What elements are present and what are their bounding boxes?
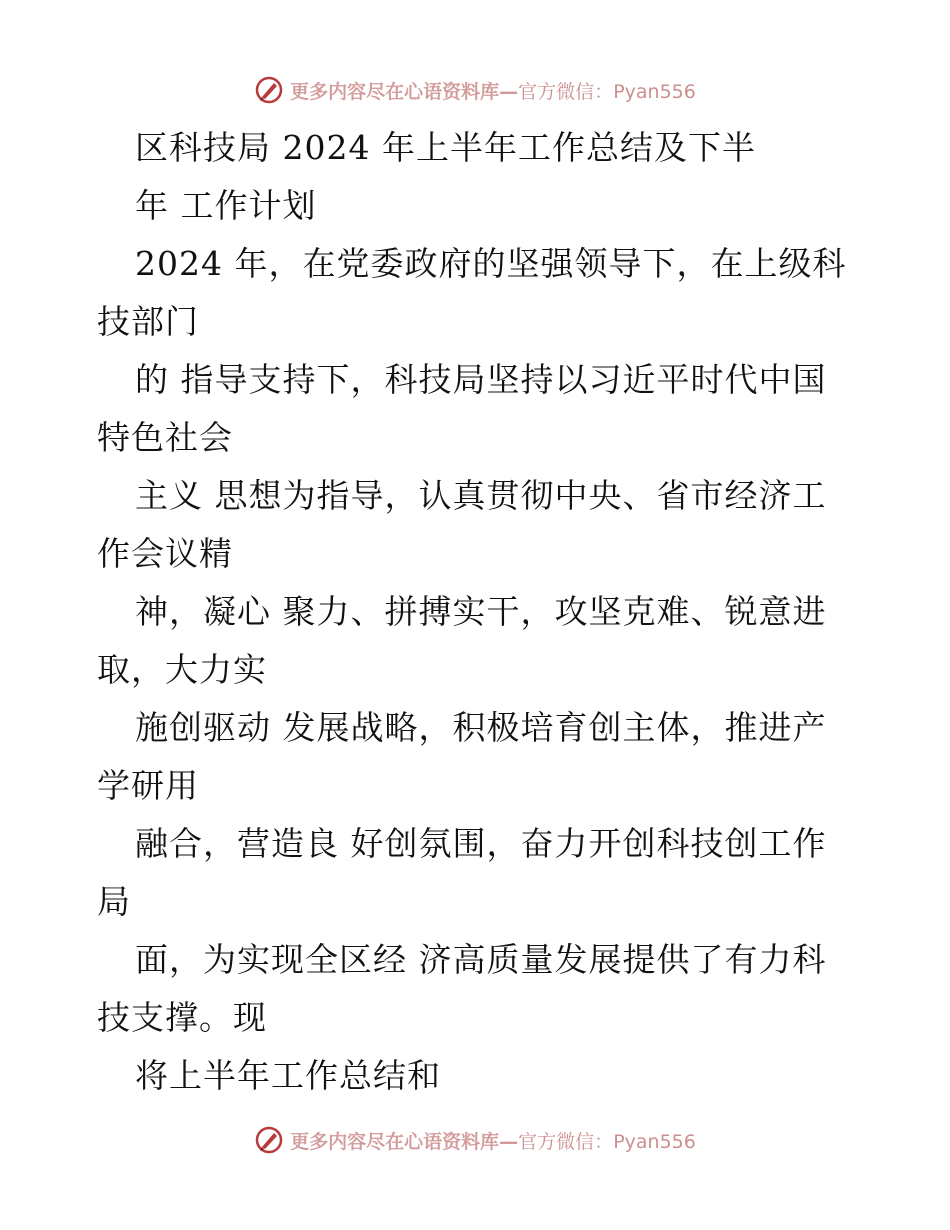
banner-wechat-id: Pyan556 bbox=[613, 1130, 696, 1153]
pen-logo-icon bbox=[254, 1125, 284, 1155]
paragraph-line: 取，大力实 bbox=[97, 650, 267, 689]
banner-dash: — bbox=[499, 1130, 519, 1153]
banner-site-text: 更多内容尽在心语资料库 bbox=[290, 1130, 500, 1153]
paragraph-line: 主义 思想为指导，认真贯彻中央、省市经济工 bbox=[135, 476, 827, 515]
document-title-line-1: 区科技局 2024 年上半年工作总结及下半 bbox=[135, 128, 756, 167]
paragraph-line: 面，为实现全区经 济高质量发展提供了有力科 bbox=[135, 940, 827, 979]
banner-text bbox=[290, 77, 696, 104]
paragraph-line: 作会议精 bbox=[97, 534, 233, 573]
header-banner bbox=[0, 70, 950, 110]
pen-logo-icon bbox=[254, 75, 284, 105]
paragraph-line: 融合，营造良 好创氛围，奋力开创科技创工作 bbox=[135, 824, 827, 863]
banner-dash: — bbox=[499, 80, 519, 103]
banner-wechat-id: Pyan556 bbox=[613, 80, 696, 103]
paragraph-line: 特色社会 bbox=[97, 418, 233, 457]
paragraph-line: 神，凝心 聚力、拼搏实干，攻坚克难、锐意进 bbox=[135, 592, 827, 631]
paragraph-line: 技部门 bbox=[97, 302, 199, 341]
banner-site-text: 更多内容尽在心语资料库 bbox=[290, 80, 500, 103]
paragraph-line: 施创驱动 发展战略，积极培育创主体，推进产 bbox=[135, 708, 827, 747]
paragraph-line: 的 指导支持下，科技局坚持以习近平时代中国 bbox=[135, 360, 827, 399]
banner-wechat-label: 官方微信： bbox=[518, 1130, 614, 1153]
paragraph-line: 学研用 bbox=[97, 766, 199, 805]
paragraph-line: 局 bbox=[97, 882, 131, 921]
footer-banner bbox=[0, 1120, 950, 1160]
paragraph-line: 2024 年，在党委政府的坚强领导下，在上级科 bbox=[135, 244, 847, 283]
banner-text bbox=[290, 1127, 696, 1154]
paragraph-line: 技支撑。现 bbox=[97, 998, 267, 1037]
banner-wechat-label: 官方微信： bbox=[518, 80, 614, 103]
document-title-line-2: 年 工作计划 bbox=[135, 186, 317, 225]
paragraph-line: 将上半年工作总结和 bbox=[135, 1056, 441, 1095]
